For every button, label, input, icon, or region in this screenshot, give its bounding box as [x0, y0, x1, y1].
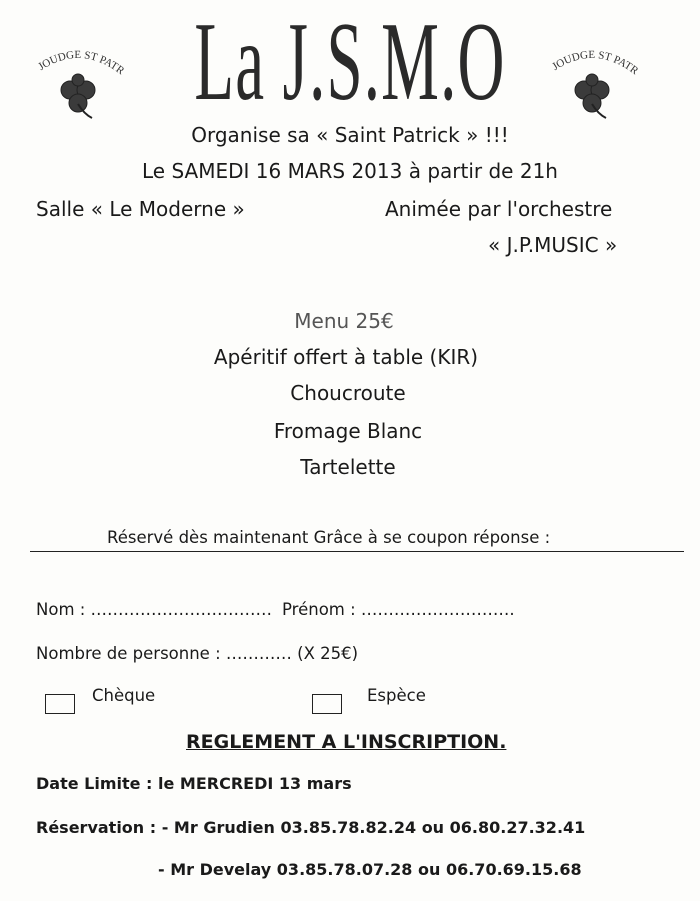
coupon-intro: Réservé dès maintenant Grâce à se coupon réponse : — [107, 528, 551, 547]
shamrock-logo-right — [542, 44, 642, 124]
event-music-intro: Animée par l'orchestre — [385, 197, 613, 221]
event-venue: Salle « Le Moderne » — [36, 197, 245, 221]
svg-text:JOUDGE ST PATRICK: JOUDGE ST PATR — [36, 48, 127, 78]
svg-text:JOUDGE ST PATRICK: JOUDGE ST PATR — [550, 48, 641, 78]
reservation-contact-1: Réservation : - Mr Grudien 03.85.78.82.24 ou 06.80.27.32.41 — [36, 818, 586, 837]
event-date: Le SAMEDI 16 MARS 2013 à partir de 21h — [142, 159, 558, 183]
menu-item: Tartelette — [300, 455, 396, 479]
menu-item: Apéritif offert à table (KIR) — [213, 345, 479, 369]
espece-checkbox[interactable] — [312, 694, 342, 714]
menu-item: Fromage Blanc — [273, 419, 423, 443]
espece-label: Espèce — [367, 686, 426, 705]
reglement-heading: REGLEMENT A L'INSCRIPTION. — [186, 731, 507, 753]
menu-item: Choucroute — [290, 381, 406, 405]
shamrock-logo-left — [28, 44, 128, 124]
nom-field[interactable]: Nom : …………………………… — [36, 600, 273, 619]
cheque-checkbox[interactable] — [45, 694, 75, 714]
prenom-field[interactable]: Prénom : ………………………. — [282, 600, 515, 619]
reservation-contact-2: - Mr Develay 03.85.78.07.28 ou 06.70.69.15.68 — [158, 860, 582, 879]
page-title: La J.S.M.O — [194, 0, 506, 124]
date-limite: Date Limite : le MERCREDI 13 mars — [36, 774, 352, 793]
nombre-personnes-field[interactable]: Nombre de personne : ………… (X 25€) — [36, 644, 359, 663]
cheque-label: Chèque — [92, 686, 156, 705]
divider — [30, 551, 684, 552]
menu-title: Menu 25€ — [294, 309, 394, 333]
event-band: « J.P.MUSIC » — [488, 233, 618, 257]
event-subtitle: Organise sa « Saint Patrick » !!! — [191, 123, 509, 147]
